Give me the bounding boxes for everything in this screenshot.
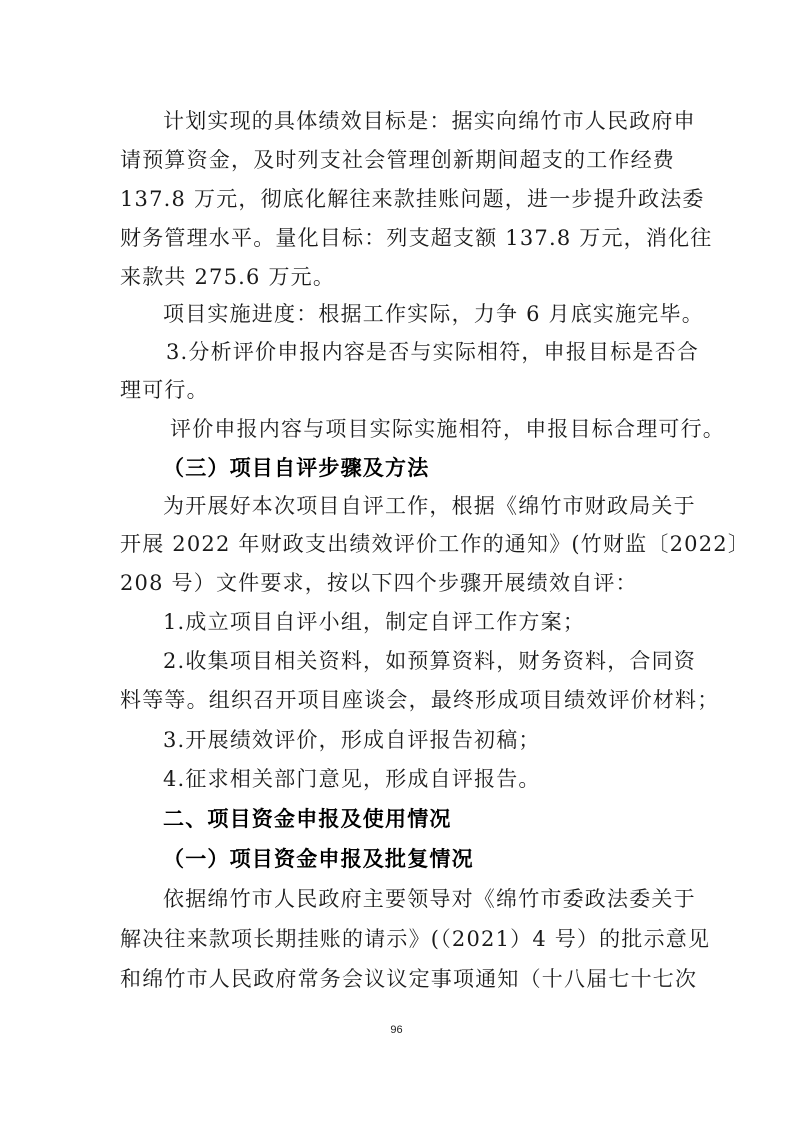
section-heading: （一）项目资金申报及批复情况 — [163, 847, 474, 871]
body-text-line: 和绵竹市人民政府常务会议议定事项通知（十八届七十七次 — [120, 967, 698, 991]
body-text-line: 137.8 万元，彻底化解往来款挂账问题，进一步提升政法委 — [120, 187, 705, 211]
body-text-line: 来款共 275.6 万元。 — [120, 265, 336, 289]
body-text-line: 开展 2022 年财政支出绩效评价工作的通知》(竹财监〔2022〕 — [120, 532, 751, 556]
section-heading: （三）项目自评步骤及方法 — [163, 456, 430, 480]
body-text-line: 4.征求相关部门意见，形成自评报告。 — [163, 767, 541, 791]
body-text-line: 计划实现的具体绩效目标是：据实向绵竹市人民政府申 — [163, 109, 696, 133]
page-number: 96 — [390, 1024, 403, 1036]
body-text-line: 为开展好本次项目自评工作，根据《绵竹市财政局关于 — [163, 494, 696, 518]
body-text-line: 3.分析评价申报内容是否与实际相符，申报目标是否合 — [166, 340, 700, 364]
body-text-line: 2.收集项目相关资料，如预算资料，财务资料，合同资 — [163, 649, 697, 673]
body-text-line: 理可行。 — [120, 378, 209, 402]
body-text-line: 208 号）文件要求，按以下四个步骤开展绩效自评： — [120, 571, 638, 595]
body-text-line: 3.开展绩效评价，形成自评报告初稿； — [163, 728, 541, 752]
body-text-line: 财务管理水平。量化目标：列支超支额 137.8 万元，消化往 — [120, 226, 713, 250]
body-text-line: 评价申报内容与项目实际实施相符，申报目标合理可行。 — [170, 417, 725, 441]
body-text-line: 解决往来款项长期挂账的请示》(（2021）4 号）的批示意见 — [120, 927, 711, 951]
body-text-line: 料等等。组织召开项目座谈会，最终形成项目绩效评价材料； — [120, 688, 720, 712]
chapter-heading: 二、项目资金申报及使用情况 — [163, 807, 452, 831]
body-text-line: 请预算资金，及时列支社会管理创新期间超支的工作经费 — [120, 148, 675, 172]
body-text-line: 依据绵竹市人民政府主要领导对《绵竹市委政法委关于 — [163, 887, 696, 911]
body-text-line: 项目实施进度：根据工作实际，力争 6 月底实施完毕。 — [163, 302, 704, 326]
body-text-line: 1.成立项目自评小组，制定自评工作方案； — [163, 610, 586, 634]
